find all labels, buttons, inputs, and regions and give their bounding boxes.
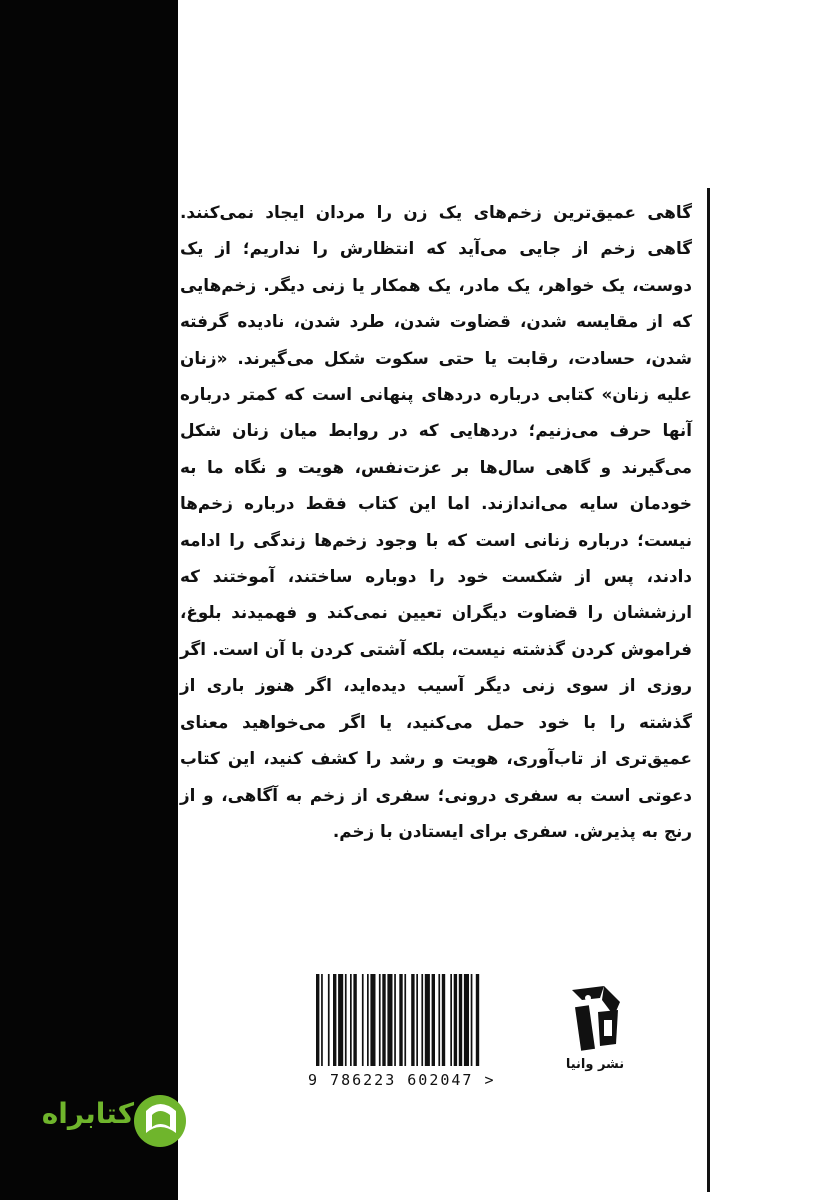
isbn-number: 9 786223 602047 > [308, 1071, 496, 1089]
barcode-bar [432, 974, 435, 1066]
barcode-bar [362, 974, 364, 1066]
publisher-name: نشر وانیا [565, 1057, 625, 1072]
barcode-bar [367, 974, 369, 1066]
barcode-bar [321, 974, 323, 1066]
barcode-bar [345, 974, 347, 1066]
vertical-rule [707, 188, 710, 1192]
barcode-bar [328, 974, 330, 1066]
barcode-bar [476, 974, 479, 1066]
barcode-bar [350, 974, 352, 1066]
barcode-bar [333, 974, 336, 1066]
barcode-bar [471, 974, 473, 1066]
barcode-bar [379, 974, 381, 1066]
barcode-bar [370, 974, 375, 1066]
barcode-bar [404, 974, 406, 1066]
barcode-bar [464, 974, 469, 1066]
barcode [302, 968, 548, 1096]
ketabrah-watermark: کتابراه [41, 1097, 134, 1130]
barcode-bar [454, 974, 457, 1066]
barcode-bar [425, 974, 430, 1066]
barcode-bar [394, 974, 396, 1066]
barcode-bar [399, 974, 402, 1066]
barcode-bar [353, 974, 356, 1066]
barcode-bar [338, 974, 343, 1066]
barcode-bar [382, 974, 385, 1066]
barcode-bar [450, 974, 452, 1066]
barcode-bar [387, 974, 392, 1066]
barcode-bar [459, 974, 462, 1066]
black-spine-panel [0, 0, 178, 1200]
barcode-bar [438, 974, 440, 1066]
barcode-bar [416, 974, 418, 1066]
book-blurb: گاهی عمیق‌ترین زخم‌های یک زن را مردان ایجاد نمی‌کنند. گاهی زخم از جایی می‌آید که انتظارش را نداریم؛ از یک دوست، یک خواهر، یک مادر، یک همکار یا زنی دیگر. زخم‌هایی که از مقایسه شدن، قضاوت شدن، طرد شدن، نادیده گرفته شدن، حسادت، رقابت یا حتی سکوت شکل می‌گیرند. «زنان علیه زنان» کتابی درباره دردهای پنهانی است که کمتر درباره آنها حرف می‌زنیم؛ دردهایی که در روابط میان زنان شکل می‌گیرند و گاهی سال‌ها بر عزت‌نفس، هویت و نگاه ما به خودمان سایه می‌اندازند. اما این کتاب فقط درباره زخم‌ها نیست؛ درباره زنانی است که با وجود زخم‌ها زندگی را ادامه دادند، پس از شکست خود را دوباره ساختند، آموختند که ارزششان را قضاوت دیگران تعیین نمی‌کند و فهمیدند بلوغ، فراموش کردن گذشته نیست، بلکه آشتی کردن با آن است. اگر روزی از سوی زنی دیگر آسیب دیده‌اید، اگر هنوز باری از گذشته را با خود حمل می‌کنید، یا اگر می‌خواهید معنای عمیق‌تری از تاب‌آوری، هویت و رشد را کشف کنید، این کتاب دعوتی است به سفری درونی؛ سفری از زخم به آگاهی، و از رنج به پذیرش. سفری برای ایستادن با زخم. [180, 202, 692, 841]
barcode-bar [316, 974, 319, 1066]
barcode-bar [442, 974, 445, 1066]
barcode-bar [411, 974, 414, 1066]
barcode-bar [421, 974, 423, 1066]
barcode-bars [310, 974, 540, 1070]
